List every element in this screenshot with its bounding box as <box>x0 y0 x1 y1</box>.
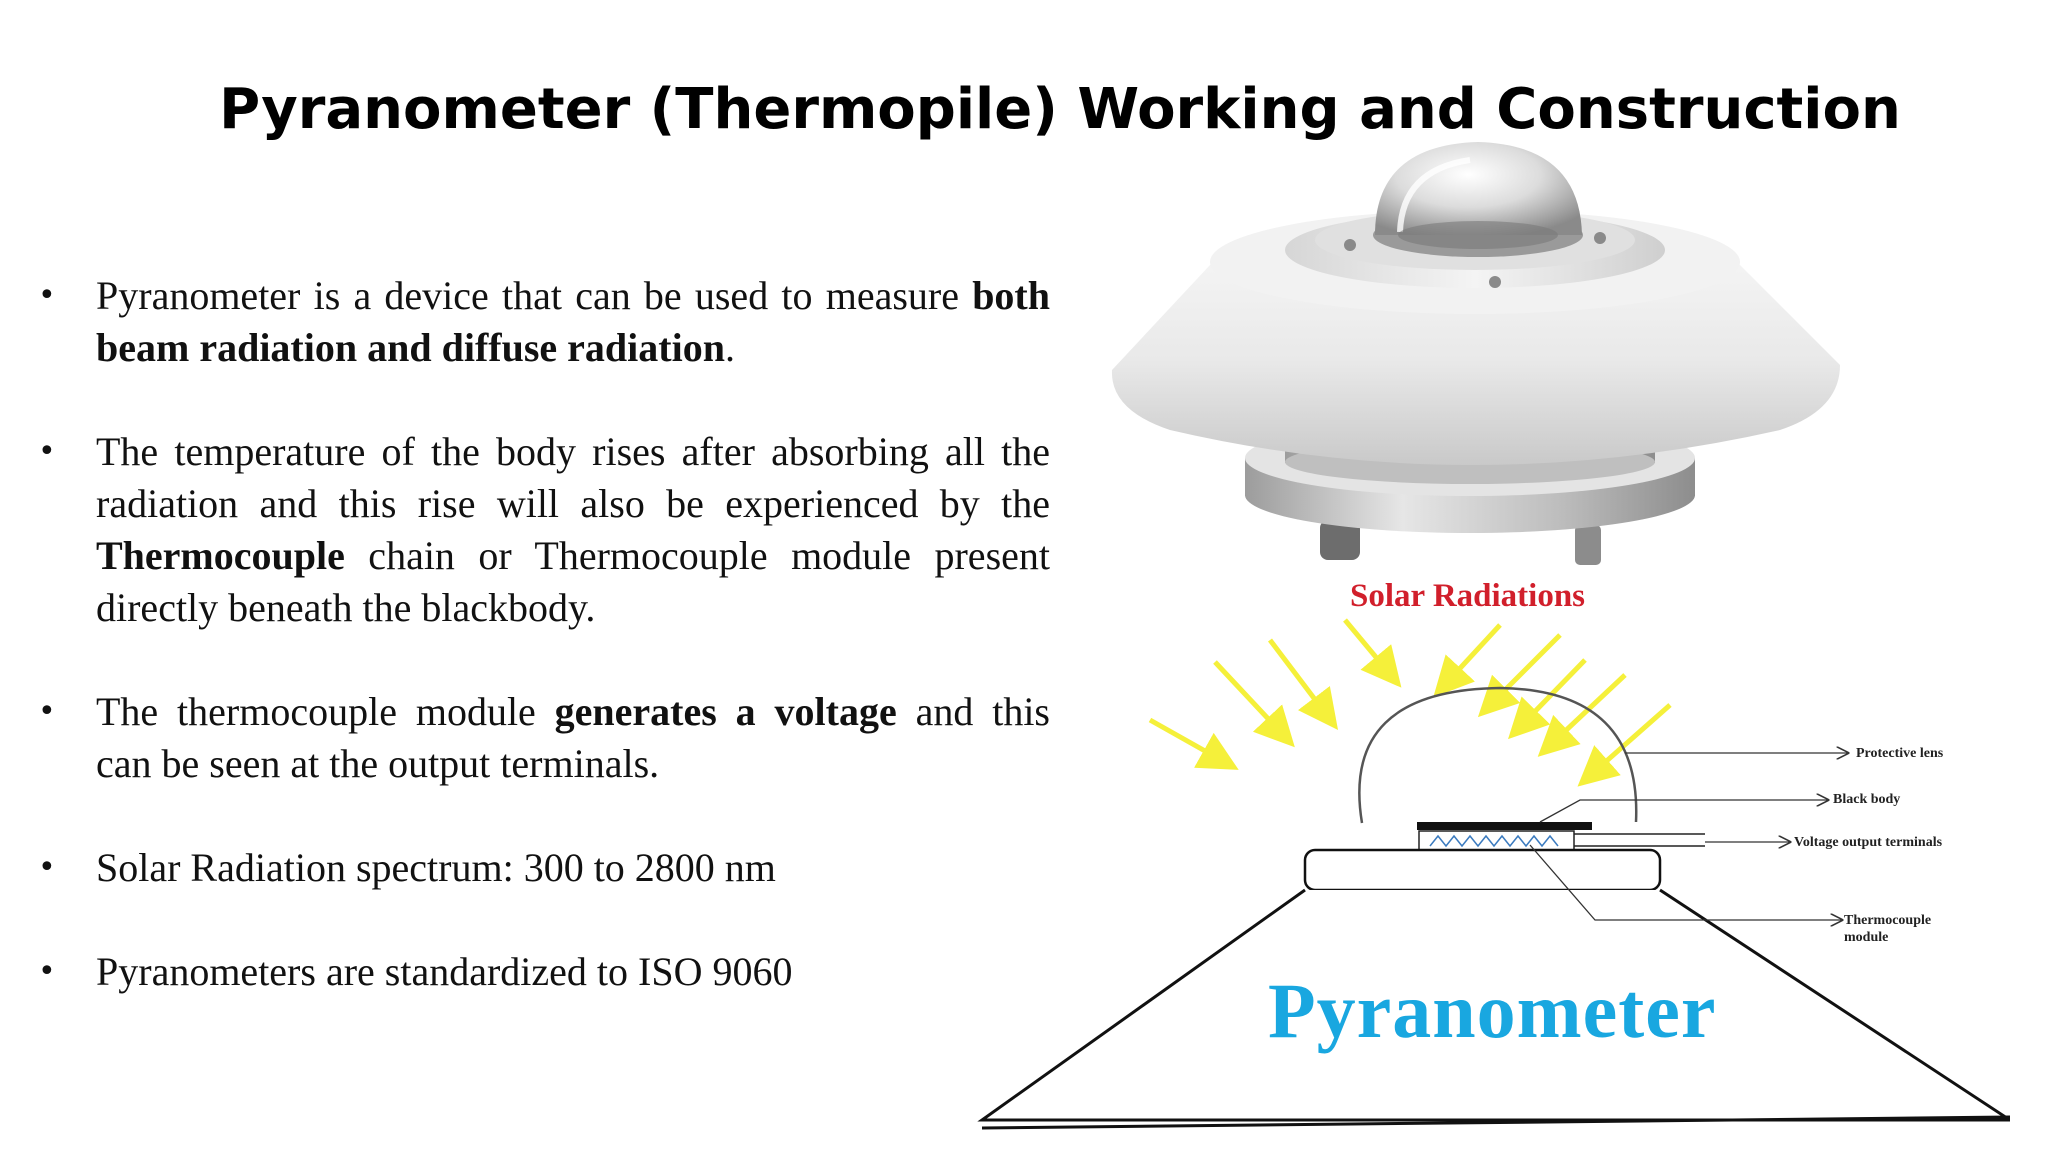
bullet-dot-icon: • <box>38 850 56 885</box>
bullet-item <box>34 946 1050 998</box>
solar-ray-arrows <box>1150 620 1670 780</box>
bullet-text: The thermocouple module <box>96 689 555 734</box>
label-black-body: Black body <box>1833 792 1901 807</box>
bullet-text: Pyranometer is a device that can be used to measure <box>96 273 973 318</box>
bullet-list <box>34 270 1050 1050</box>
bullet-text: and this can be seen at the output terminals. <box>96 689 1050 786</box>
label-thermocouple-module <box>1844 912 1931 946</box>
bullet-item <box>34 686 1050 790</box>
bullet-bold-text: both beam radiation and diffuse radiation <box>96 273 1050 370</box>
bullet-dot-icon: • <box>38 434 56 469</box>
slide-title: Pyranometer (Thermopile) Working and Construction <box>219 82 1901 142</box>
bullet-bold-text: Thermocouple <box>96 533 345 578</box>
bullet-dot-icon: • <box>38 278 56 313</box>
bullet-text: Solar Radiation spectrum: 300 to 2800 nm <box>96 845 776 890</box>
label-thermocouple-line2: module <box>1844 930 1889 945</box>
bullet-text: Pyranometers are standardized to ISO 9060 <box>96 949 793 994</box>
solar-radiations-label: Solar Radiations <box>1350 578 1586 614</box>
bullet-text: The temperature of the body rises after absorbing all the radiation and this rise will also be experienced by the <box>96 429 1050 526</box>
bullet-dot-icon: • <box>38 954 56 989</box>
bullet-item <box>34 842 1050 894</box>
pyranometer-label: Pyranometer <box>1268 967 1717 1054</box>
bullet-dot-icon: • <box>38 694 56 729</box>
label-thermocouple-line1: Thermocouple <box>1844 913 1932 928</box>
bullet-text: . <box>724 325 735 370</box>
bullet-text: chain or Thermocouple module present directly beneath the blackbody. <box>96 533 1050 630</box>
bullet-item <box>34 270 1050 374</box>
bullet-bold-text: generates a voltage <box>554 689 897 734</box>
label-protective-lens: Protective lens <box>1856 746 1944 761</box>
bullet-item <box>34 426 1050 634</box>
pyranometer-device-image <box>1100 140 1860 580</box>
label-voltage-output-terminals: Voltage output terminals <box>1794 835 1943 850</box>
